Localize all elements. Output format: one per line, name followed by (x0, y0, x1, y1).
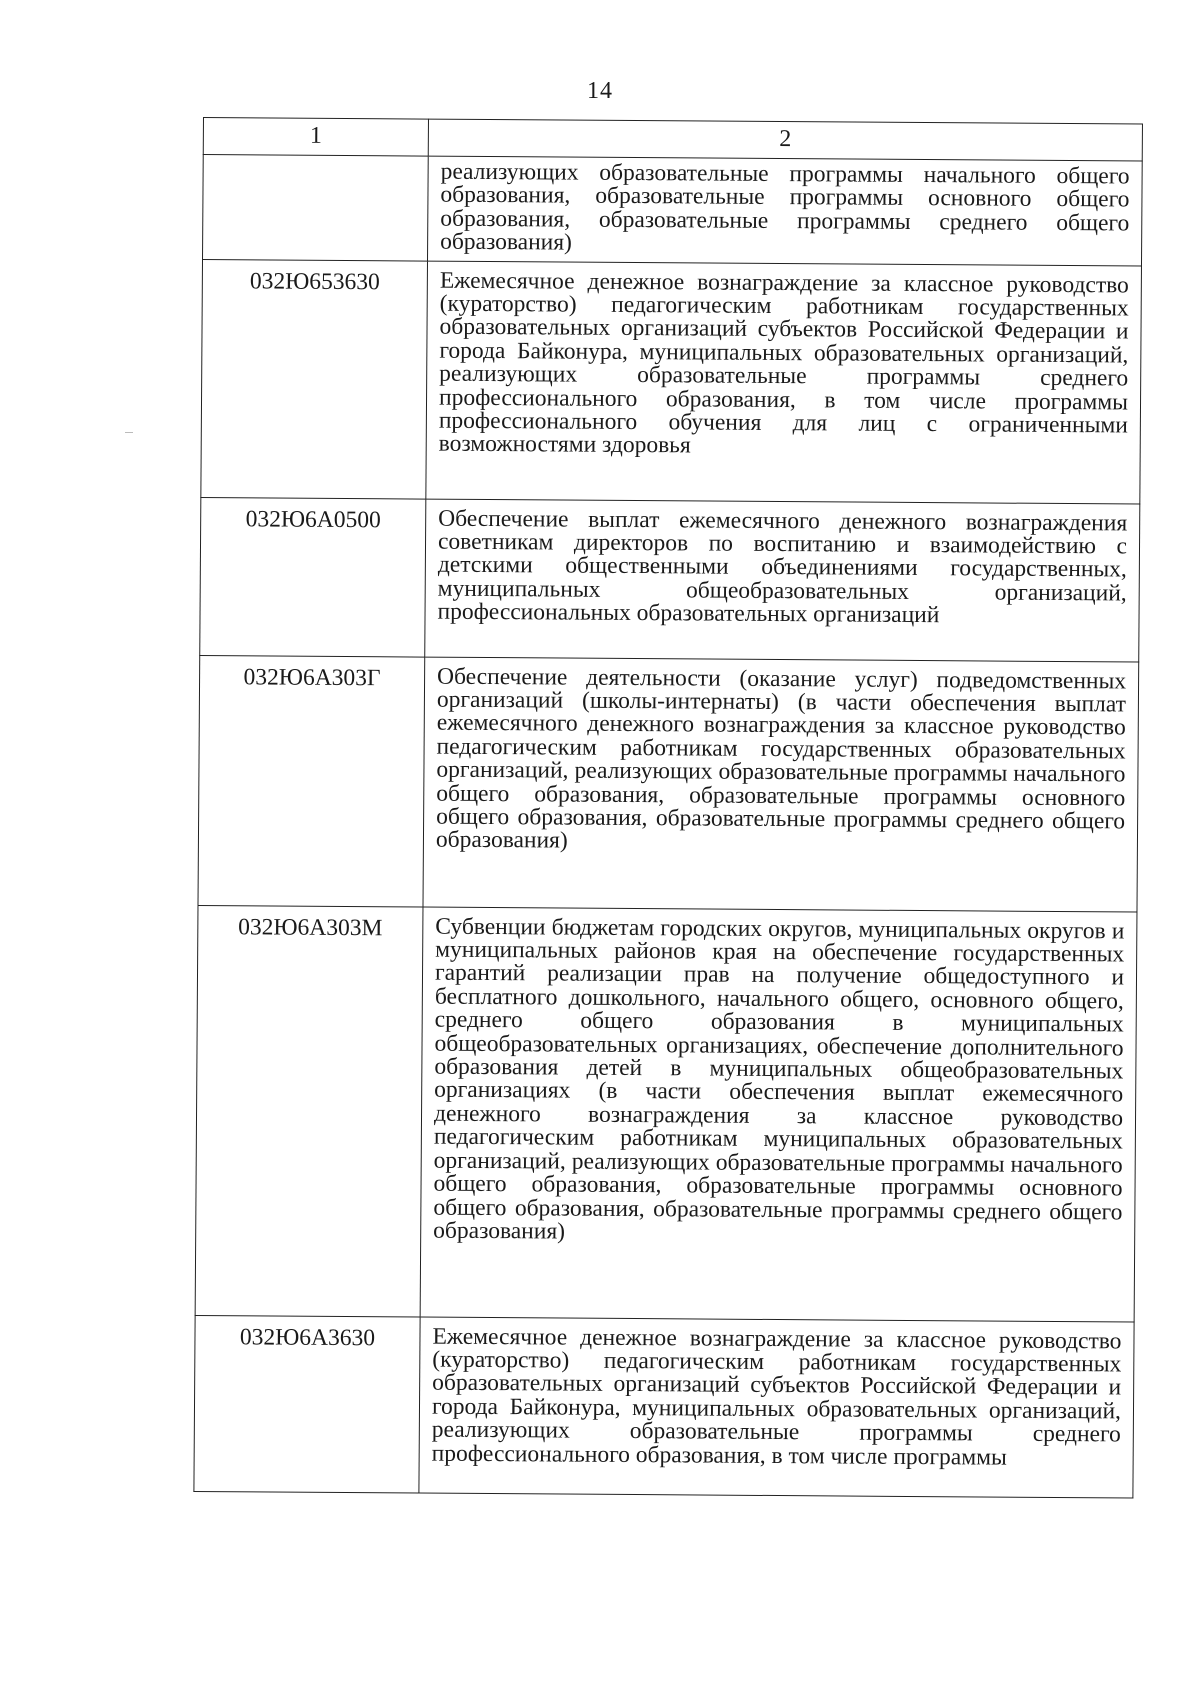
scan-artifact (125, 432, 133, 433)
row-description: Ежемесячное денежное вознаграждение за классное руководство (кураторство) педагогическим работникам государственных образовательных организаций субъектов Российской Федерации и города Байконура, муниципальных образовательных организаций, реализующих образовательные программы среднего профессионального образования, в том числе программы профессионального обучения для лиц с ограниченными возможностями здоровья (426, 261, 1142, 504)
table-row (195, 905, 1137, 1322)
row-code: 032Ю6А0500 (200, 497, 426, 657)
row-description: Субвенции бюджетам городских округов, муниципальных округов и муниципальных районов края на обеспечение государственных гарантий реализации прав на получение общедоступного и бесплатного дошкольного, начального общего, основного общего, среднего общего образования в муниципальных общеобразовательных организациях, обеспечение дополнительного образования детей в муниципальных общеобразовательных организациях (в части обеспечения выплат ежемесячного денежного вознаграждения за классное руководство педагогическим работникам муниципальных образовательных организаций, реализующих образовательные программы начального общего образования, образовательные программы основного общего образования, образовательные программы среднего общего образования) (420, 907, 1137, 1322)
column-header-2: 2 (428, 119, 1142, 161)
row-code: 032Ю6А303Г (198, 655, 425, 907)
table-row (200, 497, 1140, 662)
table-row (203, 155, 1143, 266)
table-row (201, 259, 1142, 504)
row-description: Ежемесячное денежное вознаграждение за классное руководство (кураторство) педагогическим работникам государственных образовательных организаций субъектов Российской Федерации и города Байконура, муниципальных образовательных организаций, реализующих образовательные программы среднего профессионального образования, в том числе программы (419, 1317, 1134, 1498)
budget-code-table (193, 117, 1143, 1498)
row-description: реализующих образовательные программы начального общего образования, образовательные программы основного общего образования, образовательные программы среднего общего образования) (428, 156, 1143, 266)
row-code: 032Ю653630 (201, 259, 428, 499)
column-header-1: 1 (203, 118, 428, 157)
row-code (203, 155, 429, 261)
row-code: 032Ю6А3630 (194, 1315, 420, 1493)
table-row (198, 655, 1139, 912)
page-number: 14 (587, 78, 613, 104)
row-description: Обеспечение выплат ежемесячного денежного вознаграждения советникам директоров по воспитанию и взаимодействию с детскими общественными объединениями государственных, муниципальных общеобразовательных организаций, профессиональных образовательных организаций (425, 499, 1140, 662)
table-row (194, 1315, 1134, 1498)
row-code: 032Ю6А303М (195, 905, 423, 1317)
row-description: Обеспечение деятельности (оказание услуг) подведомственных организаций (школы-интернаты) (в части обеспечения выплат ежемесячного денежного вознаграждения за классное руководство педагогическим работникам государственных образовательных организаций, реализующих образовательные программы начального общего образования, образовательные программы основного общего образования, образовательные программы среднего общего образования) (423, 657, 1139, 912)
